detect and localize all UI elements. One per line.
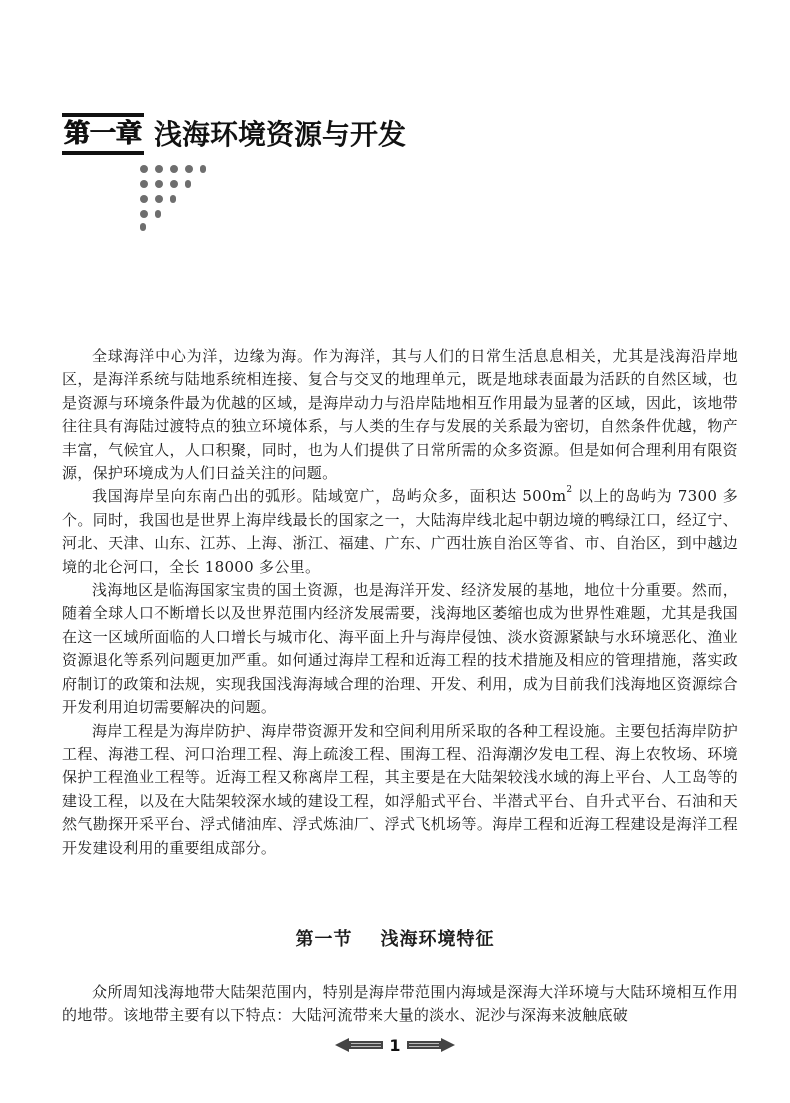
section-body <box>62 981 738 1028</box>
section-heading <box>0 926 790 954</box>
page-footer <box>0 1032 790 1058</box>
paragraph <box>62 485 738 579</box>
paragraph: 全球海洋中心为洋，边缘为海。作为海洋，其与人们的日常生活息息相关，尤其是浅海沿岸地区，是海洋系统与陆地系统相连接、复合与交叉的地理单元，既是地球表面最为活跃的自然区域，也是资源与环境条件最为优越的区域，是海岸动力与沿岸陆地相互作用最为显著的区域，因此，该地带往往具有海陆过渡特点的独立环境体系，与人类的生存与发展的关系最为密切，自然条件优越，物产丰富，气候宜人，人口积聚，同时，也为人们提供了日常所需的众多资源。但是如何合理利用有限资源，保护环境成为人们日益关注的问题。 <box>62 347 738 483</box>
paragraph: 浅海地区是临海国家宝贵的国土资源，也是海洋开发、经济发展的基地，地位十分重要。然而，随着全球人口不断增长以及世界范围内经济发展需要，浅海地区萎缩也成为世界性难题，尤其是我国在这一区域所面临的人口增长与城市化、海平面上升与海岸侵蚀、淡水资源紧缺与水环境恶化、渔业资源退化等系列问题更加严重。如何通过海岸工程和近海工程的技术措施及相应的管理措施，落实政府制订的政策和法规，实现我国浅海海域合理的治理、开发、利用，成为目前我们浅海地区资源综合开发利用迫切需要解决的问题。 <box>62 581 738 717</box>
right-arrow-ornament-icon <box>407 1038 455 1052</box>
chapter-header <box>62 103 622 155</box>
paragraph-text: 以上的岛屿为 7300 多个。同时，我国也是世界上海岸线最长的国家之一，大陆海岸线北起中朝边境的鸭绿江口，经辽宁、河北、天津、山东、江苏、上海、浙江、福建、广东、广西壮族自治区等省、市、自治区，到中越边境的北仑河口，全长 18000 多公里。 <box>62 487 738 576</box>
paragraph: 众所周知浅海地带大陆架范围内，特别是海岸带范围内海域是深海大洋环境与大陆环境相互作用的地带。该地带主要有以下特点：大陆河流带来大量的淡水、泥沙与深海来波触底破 <box>62 983 738 1025</box>
superscript: 2 <box>566 485 573 496</box>
page-number: 1 <box>389 1035 401 1055</box>
section-title: 浅海环境特征 <box>380 929 495 950</box>
body-text <box>62 345 738 860</box>
section-number: 第一节 <box>295 929 353 950</box>
paragraph-text: 我国海岸呈向东南凸出的弧形。陆域宽广，岛屿众多，面积达 500m <box>92 487 567 506</box>
chapter-label: 第一章 <box>62 113 144 155</box>
dot-ornament-icon <box>138 163 218 233</box>
paragraph: 海岸工程是为海岸防护、海岸带资源开发和空间利用所采取的各种工程设施。主要包括海岸防护工程、海港工程、河口治理工程、海上疏浚工程、围海工程、沿海潮汐发电工程、海上农牧场、环境保护工程渔业工程等。近海工程又称离岸工程，其主要是在大陆架较浅水域的海上平台、人工岛等的建设工程，以及在大陆架较深水域的建设工程，如浮船式平台、半潜式平台、自升式平台、石油和天然气勘探开采平台、浮式储油库、浮式炼油厂、浮式飞机场等。海岸工程和近海工程建设是海洋工程开发建设利用的重要组成部分。 <box>62 721 738 857</box>
chapter-title: 浅海环境资源与开发 <box>154 118 407 151</box>
left-arrow-ornament-icon <box>335 1038 383 1052</box>
